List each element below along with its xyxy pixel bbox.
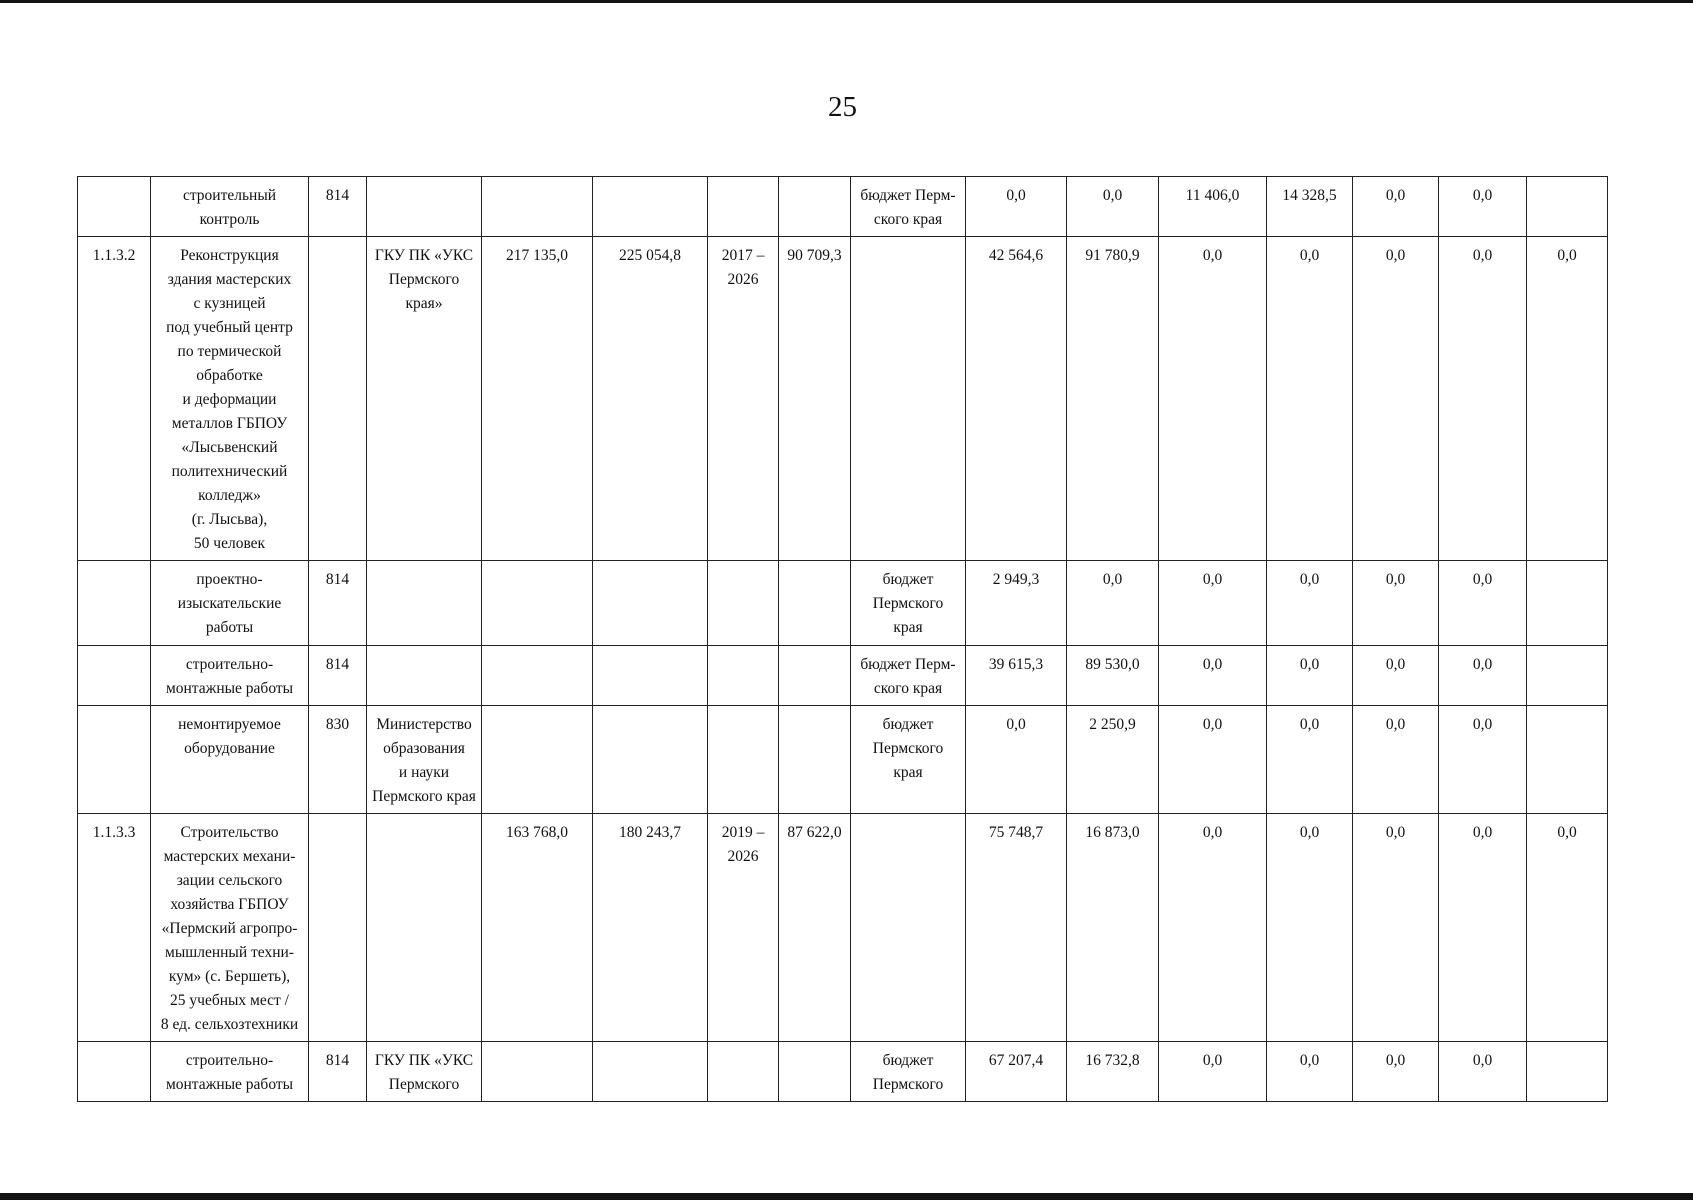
year-4-amount-cell: 0,0 [1267,646,1353,706]
cell-text-line: здания мастерских [167,271,292,288]
cell-text-line: Пермского [388,1076,460,1093]
cell-text-line: ГКУ ПК «УКС [374,247,474,264]
period-cell [708,237,779,561]
cell-text-line: оборудование [184,740,275,757]
row-code-cell: 1.1.3.2 [78,237,151,561]
row-code-cell [78,646,151,706]
funding-source-cell [851,1042,966,1102]
cell-text-line: мастерских механи- [163,848,296,865]
year-6-amount-cell: 0,0 [1439,814,1527,1042]
grbs-code-cell: 814 [309,646,367,706]
item-name-cell [151,814,309,1042]
cell-text-line: немонтируемое [178,716,281,733]
year-3-amount-cell: 11 406,0 [1159,177,1267,237]
period-cell [708,561,779,646]
cell-text-line: Министерство [376,716,472,733]
year-7-amount-cell [1527,561,1608,646]
item-name-cell [151,646,309,706]
table-row [78,237,1608,561]
year-5-amount-cell: 0,0 [1353,646,1439,706]
cell-text-line: 2019 – [721,824,765,841]
year-1-amount-cell: 42 564,6 [966,237,1067,561]
cell-text-line: металлов ГБПОУ [171,415,288,432]
cell-text-line: бюджет Перм- [860,187,956,204]
cell-text-line: мышленный техни- [165,944,294,961]
cell-text-line: Пермского края [372,788,476,805]
grbs-code-cell: 814 [309,177,367,237]
cell-text-line: хозяйства ГБПОУ [170,896,289,913]
cell-text-line: монтажные работы [165,1076,294,1093]
prior-funds-cell: 87 622,0 [779,814,851,1042]
year-1-amount-cell: 0,0 [966,177,1067,237]
funding-source-cell [851,646,966,706]
cell-text-line: бюджет [882,716,934,733]
cell-text-line: Строительство [180,824,279,841]
table-row [78,561,1608,646]
item-name-cell [151,1042,309,1102]
year-4-amount-cell: 0,0 [1267,814,1353,1042]
year-7-amount-cell [1527,646,1608,706]
item-name-cell [151,706,309,814]
current-cost-cell [593,177,708,237]
year-4-amount-cell: 0,0 [1267,237,1353,561]
row-code-cell: 1.1.3.3 [78,814,151,1042]
cell-text-line: Пермского [872,595,944,612]
item-name-cell [151,177,309,237]
cell-text-line: колледж» [198,487,261,504]
page-number: 25 [828,91,857,123]
current-cost-cell: 225 054,8 [593,237,708,561]
prior-funds-cell [779,177,851,237]
year-7-amount-cell [1527,1042,1608,1102]
year-5-amount-cell: 0,0 [1353,237,1439,561]
grbs-code-cell [309,814,367,1042]
cell-text-line: под учебный центр [166,319,293,336]
cell-text-line: бюджет [882,571,934,588]
cell-text-line: проектно- [196,571,263,588]
year-6-amount-cell: 0,0 [1439,646,1527,706]
period-cell [708,177,779,237]
year-2-amount-cell: 16 732,8 [1067,1042,1159,1102]
year-7-amount-cell [1527,706,1608,814]
cell-text-line: «Пермский агропро- [161,920,298,937]
year-5-amount-cell: 0,0 [1353,177,1439,237]
period-cell [708,814,779,1042]
period-cell [708,1042,779,1102]
cell-text-line: 50 человек [193,535,266,552]
cell-text-line: и деформации [182,391,277,408]
table-row [78,177,1608,237]
year-2-amount-cell: 2 250,9 [1067,706,1159,814]
year-3-amount-cell: 0,0 [1159,706,1267,814]
cell-text-line: (г. Лысьва), [191,511,268,528]
cell-text-line: по термической [177,343,282,360]
current-cost-cell: 180 243,7 [593,814,708,1042]
grbs-code-cell: 814 [309,1042,367,1102]
cell-text-line: ского края [873,680,943,697]
cell-text-line: с кузницей [193,295,266,312]
cell-text-line: 8 ед. сельхозтехники [160,1016,299,1033]
table-row [78,1042,1608,1102]
cell-text-line: 2026 [727,271,759,288]
year-2-amount-cell: 0,0 [1067,561,1159,646]
executor-cell [367,814,482,1042]
current-cost-cell [593,561,708,646]
estimated-cost-cell: 163 768,0 [482,814,593,1042]
cell-text-line: 2026 [727,848,759,865]
row-code-cell [78,1042,151,1102]
grbs-code-cell: 814 [309,561,367,646]
cell-text-line: Реконструкция [180,247,279,264]
executor-cell [367,177,482,237]
funding-source-cell [851,177,966,237]
estimated-cost-cell [482,706,593,814]
year-5-amount-cell: 0,0 [1353,706,1439,814]
item-name-cell [151,561,309,646]
funding-source-cell [851,814,966,1042]
table-row [78,646,1608,706]
year-5-amount-cell: 0,0 [1353,1042,1439,1102]
cell-text-line: контроль [199,211,260,228]
current-cost-cell [593,1042,708,1102]
cell-text-line: «Лысьвенский [181,439,278,456]
year-6-amount-cell: 0,0 [1439,1042,1527,1102]
year-3-amount-cell: 0,0 [1159,646,1267,706]
year-2-amount-cell: 16 873,0 [1067,814,1159,1042]
year-1-amount-cell: 2 949,3 [966,561,1067,646]
year-7-amount-cell [1527,177,1608,237]
period-cell [708,646,779,706]
year-2-amount-cell: 0,0 [1067,177,1159,237]
year-6-amount-cell: 0,0 [1439,706,1527,814]
year-3-amount-cell: 0,0 [1159,814,1267,1042]
prior-funds-cell: 90 709,3 [779,237,851,561]
budget-table [77,176,1608,1102]
year-6-amount-cell: 0,0 [1439,237,1527,561]
prior-funds-cell [779,561,851,646]
grbs-code-cell [309,237,367,561]
estimated-cost-cell [482,177,593,237]
year-2-amount-cell: 89 530,0 [1067,646,1159,706]
current-cost-cell [593,706,708,814]
year-1-amount-cell: 0,0 [966,706,1067,814]
cell-text-line: 25 учебных мест / [170,992,289,1009]
cell-text-line: строительно- [185,656,274,673]
top-border [0,0,1693,3]
executor-cell [367,706,482,814]
year-5-amount-cell: 0,0 [1353,561,1439,646]
cell-text-line: бюджет [882,1052,934,1069]
current-cost-cell [593,646,708,706]
estimated-cost-cell [482,646,593,706]
prior-funds-cell [779,706,851,814]
cell-text-line: ского края [873,211,943,228]
cell-text-line: Пермского [388,271,460,288]
year-3-amount-cell: 0,0 [1159,561,1267,646]
cell-text-line: и науки [398,764,450,781]
year-3-amount-cell: 0,0 [1159,237,1267,561]
estimated-cost-cell: 217 135,0 [482,237,593,561]
prior-funds-cell [779,1042,851,1102]
year-7-amount-cell: 0,0 [1527,814,1608,1042]
executor-cell [367,237,482,561]
year-5-amount-cell: 0,0 [1353,814,1439,1042]
cell-text-line: образования [383,740,465,757]
cell-text-line: края [893,619,923,636]
funding-source-cell [851,237,966,561]
year-6-amount-cell: 0,0 [1439,177,1527,237]
year-4-amount-cell: 0,0 [1267,561,1353,646]
executor-cell [367,561,482,646]
cell-text-line: кум» (с. Бершеть), [168,968,291,985]
cell-text-line: строительный [182,187,277,204]
cell-text-line: Пермского [872,740,944,757]
year-1-amount-cell: 75 748,7 [966,814,1067,1042]
cell-text-line: изыскательские [177,595,282,612]
prior-funds-cell [779,646,851,706]
year-3-amount-cell: 0,0 [1159,1042,1267,1102]
item-name-cell [151,237,309,561]
year-1-amount-cell: 39 615,3 [966,646,1067,706]
table-row [78,706,1608,814]
cell-text-line: края [893,764,923,781]
executor-cell [367,1042,482,1102]
row-code-cell [78,177,151,237]
period-cell [708,706,779,814]
year-4-amount-cell: 0,0 [1267,706,1353,814]
cell-text-line: обработке [196,367,263,384]
cell-text-line: зации сельского [176,872,283,889]
cell-text-line: края» [405,295,443,312]
year-4-amount-cell: 0,0 [1267,1042,1353,1102]
cell-text-line: монтажные работы [165,680,294,697]
executor-cell [367,646,482,706]
table-row [78,814,1608,1042]
year-6-amount-cell: 0,0 [1439,561,1527,646]
estimated-cost-cell [482,561,593,646]
cell-text-line: бюджет Перм- [860,656,956,673]
funding-source-cell [851,561,966,646]
cell-text-line: строительно- [185,1052,274,1069]
cell-text-line: работы [205,619,254,636]
cell-text-line: ГКУ ПК «УКС [374,1052,474,1069]
grbs-code-cell: 830 [309,706,367,814]
cell-text-line: Пермского [872,1076,944,1093]
row-code-cell [78,706,151,814]
cell-text-line: политехнический [171,463,288,480]
cell-text-line: 2017 – [721,247,765,264]
year-7-amount-cell: 0,0 [1527,237,1608,561]
row-code-cell [78,561,151,646]
bottom-scan-edge [0,1193,1693,1200]
year-1-amount-cell: 67 207,4 [966,1042,1067,1102]
year-4-amount-cell: 14 328,5 [1267,177,1353,237]
estimated-cost-cell [482,1042,593,1102]
funding-source-cell [851,706,966,814]
year-2-amount-cell: 91 780,9 [1067,237,1159,561]
